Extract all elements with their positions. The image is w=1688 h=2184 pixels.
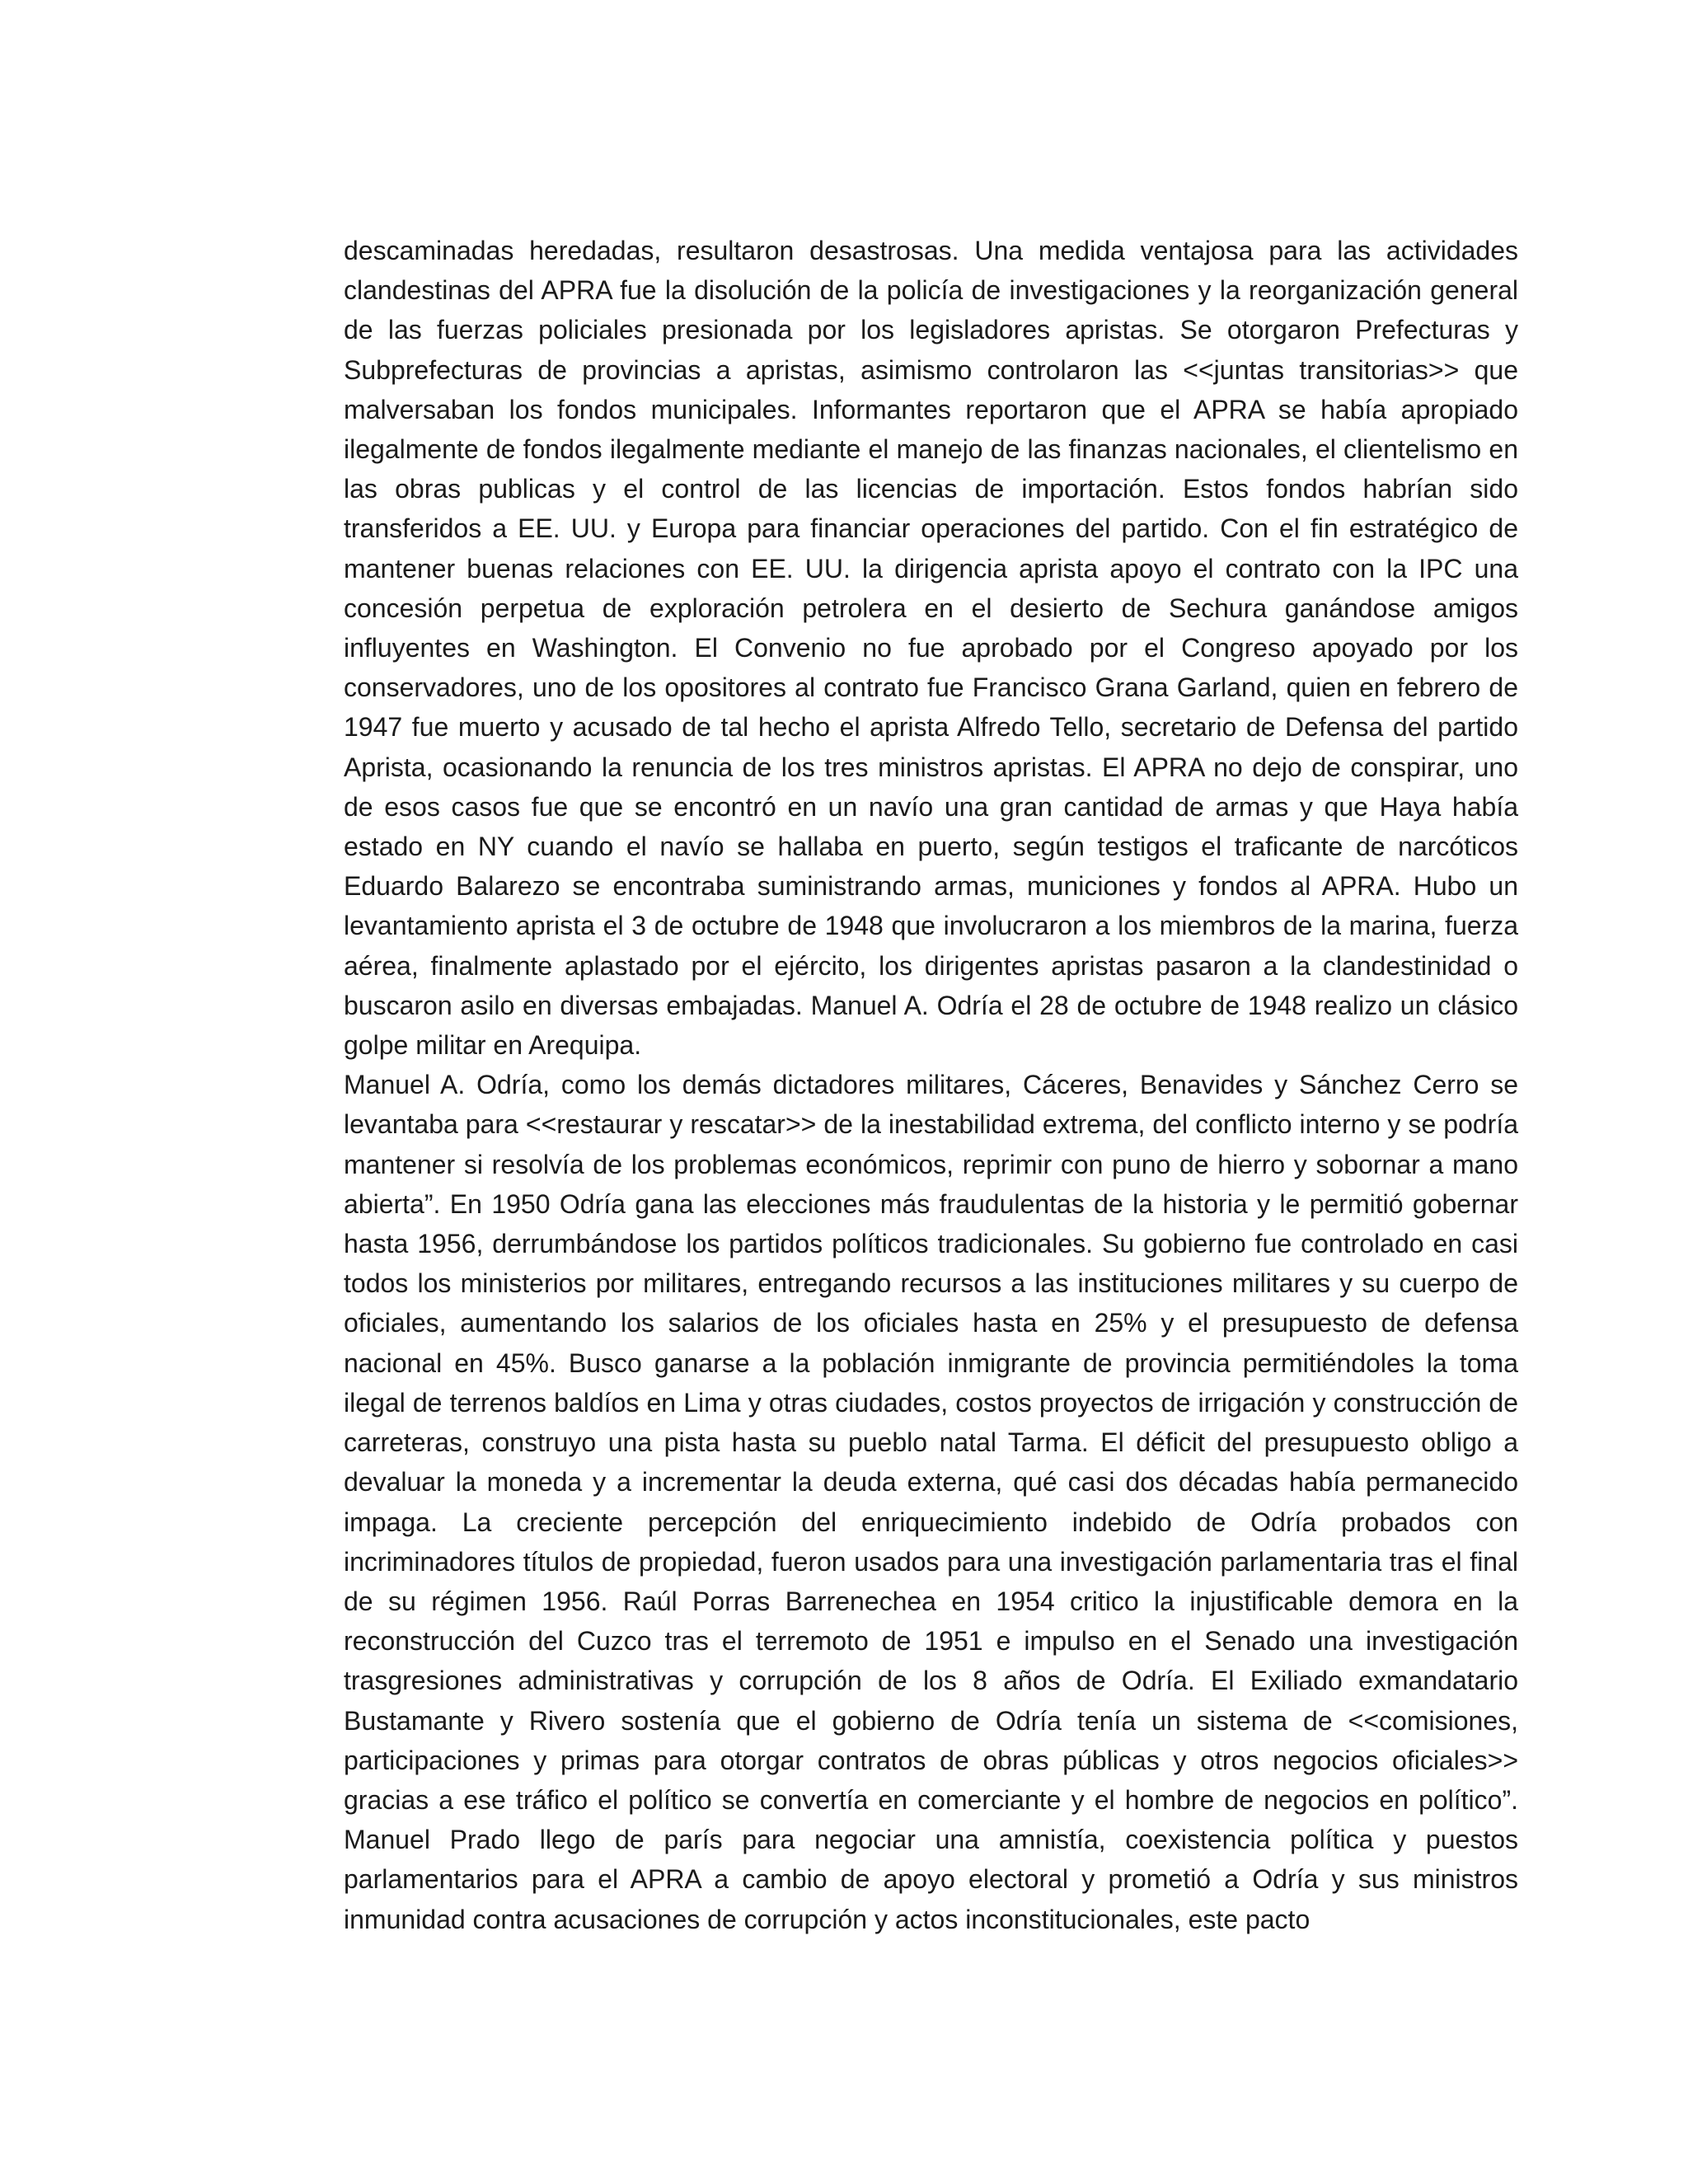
paragraph-1: descaminadas heredadas, resultaron desastrosas. Una medida ventajosa para las actividades clandestinas del APRA fue la disolución de la policía de investigaciones y la reorganización general de las fuerzas policiales presionada por los legisladores apristas. Se otorgaron Prefecturas y Subprefecturas de provincias a apristas, asimismo controlaron las <<juntas transitorias>> que malversaban los fondos municipales. Informantes reportaron que el APRA se había apropiado ilegalmente de fondos ilegalmente mediante el manejo de las finanzas nacionales, el clientelismo en las obras publicas y el control de las licencias de importación. Estos fondos habrían sido transferidos a EE. UU. y Europa para financiar operaciones del partido. Con el fin estratégico de mantener buenas relaciones con EE. UU. la dirigencia aprista apoyo el contrato con la IPC una concesión perpetua de exploración petrolera en el desierto de Sechura ganándose amigos influyentes en Washington. El Convenio no fue aprobado por el Congreso apoyado por los conservadores, uno de los opositores al contrato fue Francisco Grana Garland, quien en febrero de 1947 fue muerto y acusado de tal hecho el aprista Alfredo Tello, secretario de Defensa del partido Aprista, ocasionando la renuncia de los tres ministros apristas. El APRA no dejo de conspirar, uno de esos casos fue que se encontró en un navío una gran cantidad de armas y que Haya había estado en NY cuando el navío se hallaba en puerto, según testigos el traficante de narcóticos Eduardo Balarezo se encontraba suministrando armas, municiones y fondos al APRA. Hubo un levantamiento aprista el 3 de octubre de 1948 que involucraron a los miembros de la marina, fuerza aérea, finalmente aplastado por el ejército, los dirigentes apristas pasaron a la clandestinidad o buscaron asilo en diversas embajadas. Manuel A. Odría el 28 de octubre de 1948 realizo un clásico golpe militar en Arequipa. xyxy=(344,236,1518,1061)
body-text xyxy=(344,231,1518,1939)
paragraph-2: Manuel A. Odría, como los demás dictadores militares, Cáceres, Benavides y Sánchez Cerro se levantaba para <<restaurar y rescatar>> de la inestabilidad extrema, del conflicto interno y se podría mantener si resolvía de los problemas económicos, reprimir con puno de hierro y sobornar a mano abierta”. En 1950 Odría gana las elecciones más fraudulentas de la historia y le permitió gobernar hasta 1956, derrumbándose los partidos políticos tradicionales. Su gobierno fue controlado en casi todos los ministerios por militares, entregando recursos a las instituciones militares y su cuerpo de oficiales, aumentando los salarios de los oficiales hasta en 25% y el presupuesto de defensa nacional en 45%. Busco ganarse a la población inmigrante de provincia permitiéndoles la toma ilegal de terrenos baldíos en Lima y otras ciudades, costos proyectos de irrigación y construcción de carreteras, construyo una pista hasta su pueblo natal Tarma. El déficit del presupuesto obligo a devaluar la moneda y a incrementar la deuda externa, qué casi dos décadas había permanecido impaga. La creciente percepción del enriquecimiento indebido de Odría probados con incriminadores títulos de propiedad, fueron usados para una investigación parlamentaria tras el final de su régimen 1956. Raúl Porras Barrenechea en 1954 critico la injustificable demora en la reconstrucción del Cuzco tras el terremoto de 1951 e impulso en el Senado una investigación trasgresiones administrativas y corrupción de los 8 años de Odría. El Exiliado exmandatario Bustamante y Rivero sostenía que el gobierno de Odría tenía un sistema de <<comisiones, participaciones y primas para otorgar contratos de obras públicas y otros negocios oficiales>> gracias a ese tráfico el político se convertía en comerciante y el hombre de negocios en político”. Manuel Prado llego de parís para negociar una amnistía, coexistencia política y puestos parlamentarios para el APRA a cambio de apoyo electoral y prometió a Odría y sus ministros inmunidad contra acusaciones de corrupción y actos inconstitucionales, este pacto xyxy=(344,1070,1518,1934)
